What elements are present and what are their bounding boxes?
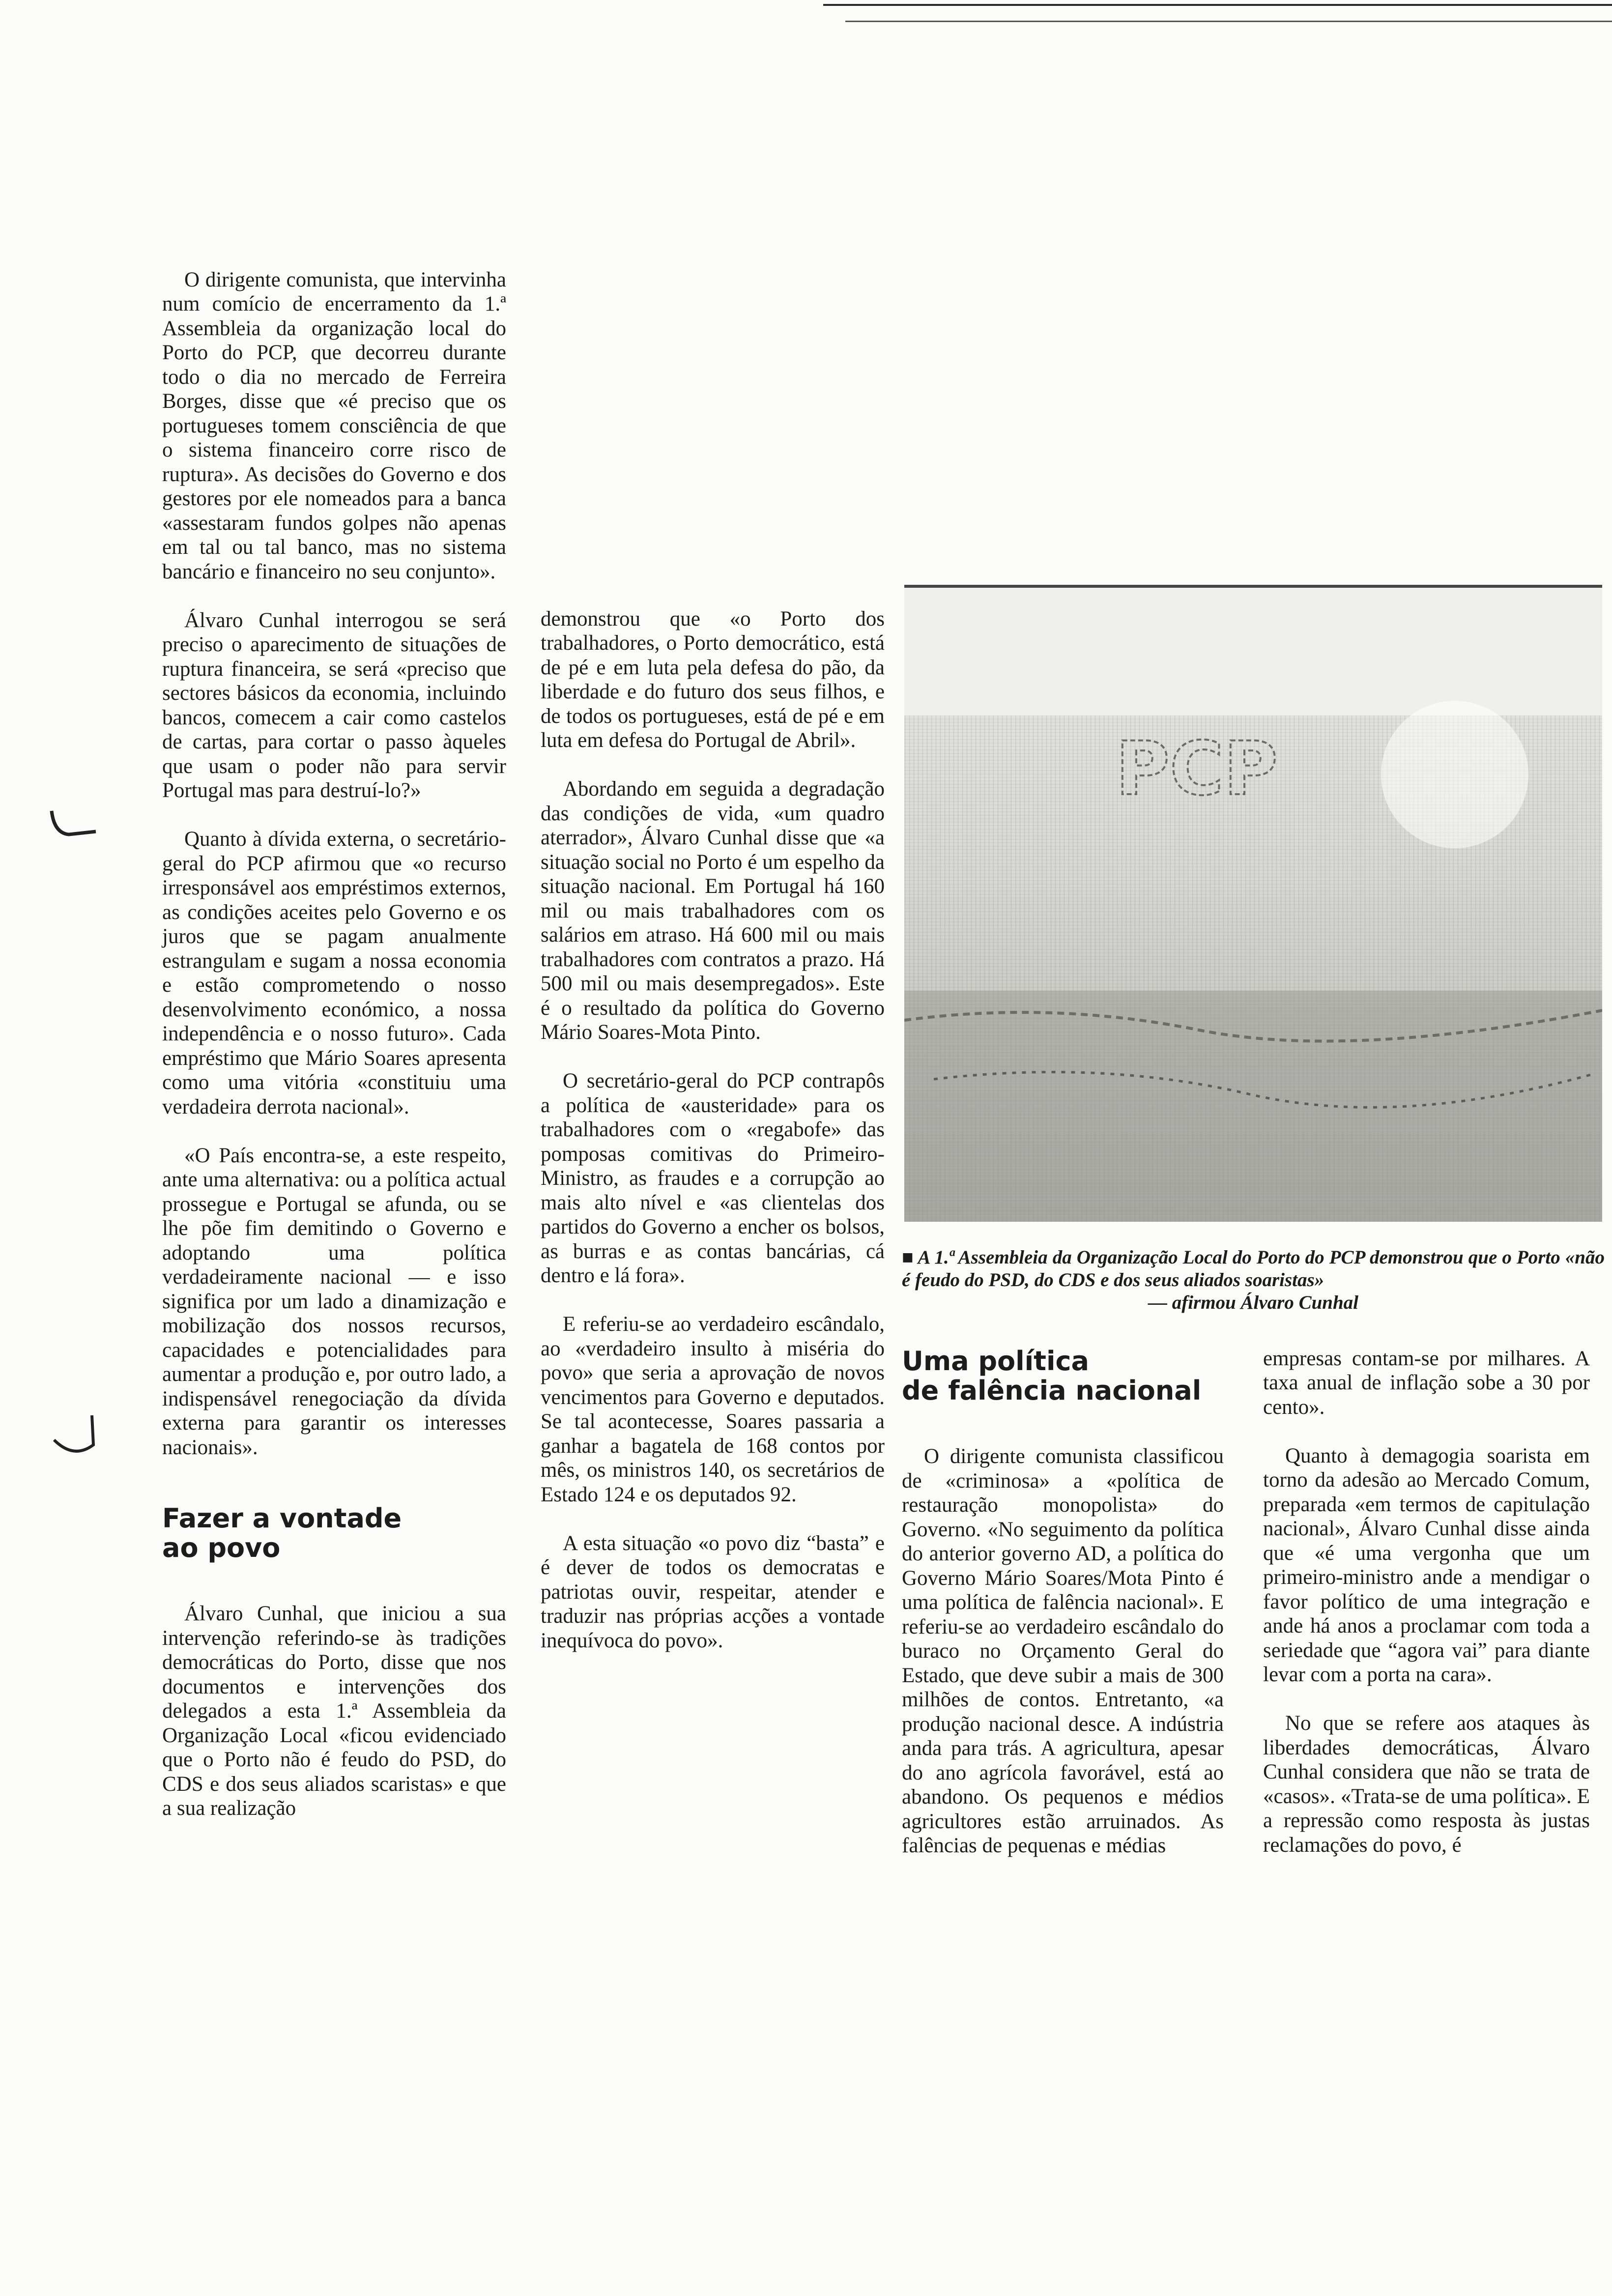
news-photo: [904, 585, 1602, 1222]
paragraph: O dirigente comunista, que intervinha num comício de encerramento da 1.ª Assembleia da organização local do Porto do PCP, que decorreu durante todo o dia no mercado de Ferreira Borges, disse que «é preciso que os portugueses tomem consciência de que o sistema financeiro corre risco de ruptura». As decisões do Governo e dos gestores por ele nomeados para a banca «assestaram fundos golpes não apenas em tal ou tal banco, mas no sistema bancário e financeiro no seu conjunto».: [162, 268, 506, 583]
paragraph: Álvaro Cunhal, que iniciou a sua intervenção referindo-se às tradições democráticas do Porto, disse que nos documentos e intervenções dos delegados a esta 1.ª Assembleia da Organização Local «ficou evidenciado que o Porto não é feudo do PSD, do CDS e dos seus aliados scaristas» e que a sua realização: [162, 1602, 506, 1820]
paragraph: No que se refere aos ataques às liberdades democráticas, Álvaro Cunhal considera que não se trata de «casos». «Trata-se de uma política». E a repressão como resposta às justas reclamações do povo, é: [1263, 1712, 1590, 1857]
photo-caption: [902, 1224, 1605, 1337]
section-heading-uma-politica: Uma política de falência nacional: [902, 1345, 1202, 1406]
paragraph: «O País encontra-se, a este respeito, ante uma alternativa: ou a política actual prossegue e Portugal se afunda, ou se lhe põe fim demitindo o Governo e adoptando uma política verdadeiramente nacional — e isso significa por um lado a dinamização e mobilização dos nossos recursos, capacidades e potencialidades para aumentar a produção e, por outro lado, a indispensável renegociação da dívida externa para garantir os interesses nacionais».: [162, 1144, 506, 1459]
photo-scene: [904, 588, 1602, 1222]
paragraph: Quanto à dívida externa, o secretário-geral do PCP afirmou que «o recurso irresponsável aos empréstimos externos, as condições aceites pelo Governo e os juros que se pagam anualmente estrangulam e sugam a nossa economia e estão comprometendo o nosso desenvolvimento económico, a nossa independência e o nosso futuro». Cada empréstimo que Mário Soares apresenta como uma vitória «constituiu uma verdadeira derrota nacional».: [162, 828, 506, 1119]
paragraph: O secretário-geral do PCP contrapôs a política de «austeridade» para os trabalhadores com o «regabofe» das pomposas comitivas do Primeiro-Ministro, as fraudes e a corrupção ao mais alto nível e «as clientelas dos partidos do Governo a encher os bolsos, as burras e as contas bancárias, cá dentro e lá fora».: [541, 1069, 885, 1287]
article-column-4: [1263, 1322, 1590, 1882]
photo-crowd-area: [904, 991, 1602, 1222]
top-rule: [823, 4, 1612, 6]
paragraph: E referiu-se ao verdadeiro escândalo, ao «verdadeiro insulto à miséria do povo» que seria a aprovação de novos vencimentos para Governo e deputados. Se tal acontecesse, Soares passaria a ganhar a bagatela de 168 contos por mês, os ministros 140, os secretários de Estado 124 e os deputados 92.: [541, 1313, 885, 1506]
caption-attribution: — afirmou Álvaro Cunhal: [1148, 1292, 1359, 1313]
paragraph: Quanto à demagogia soarista em torno da adesão ao Mercado Comum, preparada «em termos de capitulação nacional», Álvaro Cunhal disse ainda que «é uma vergonha que um primeiro-ministro ande a mendigar o favor político de uma integração e ande há anos a proclamar com toda a seriedade que “agora vai” para diante levar com a porta na cara».: [1263, 1444, 1590, 1686]
paragraph: Abordando em seguida a degradação das condições de vida, «um quadro aterrador», Álvaro Cunhal disse que «a situação social no Porto é um espelho da situação nacional. Em Portugal há 160 mil ou mais trabalhadores com os salários em atraso. Há 600 mil ou mais trabalhadores com contratos a prazo. Há 500 mil ou mais desempregados». Este é o resultado da política do Governo Mário Soares-Mota Pinto.: [541, 777, 885, 1044]
paragraph: Álvaro Cunhal interrogou se será preciso o aparecimento de situações de ruptura financeira, se será «preciso que sectores básicos da economia, incluindo bancos, comecem a cair como castelos de cartas, para cortar o passo àqueles que usam o poder não para servir Portugal mas para destruí-lo?»: [162, 608, 506, 802]
section-heading-fazer-a-vontade: Fazer a vontade ao povo: [162, 1502, 402, 1563]
paragraph: O dirigente comunista classificou de «criminosa» a «política de restauração monopolista» do Governo. «No seguimento da política do anterior governo AD, a política do Governo Mário Soares/Mota Pinto é uma política de falência nacional». E referiu-se ao verdadeiro escândalo do buraco no Orçamento Geral do Estado, que deve subir a mais de 300 milhões de contos. Entretanto, «a produção nacional desce. A indústria anda para trás. A agricultura, apesar do ano agrícola favorável, está ao abandono. Os pequenos e médios agricultores estão arruinados. As falências de pequenas e médias: [902, 1445, 1224, 1857]
caption-text: ■ A 1.ª Assembleia da Organização Local do Porto do PCP demonstrou que o Porto «não é feudo do PSD, do CDS e dos seus aliados soaristas»: [902, 1247, 1605, 1291]
article-column-3: [902, 1322, 1224, 1882]
photo-banner-area: [904, 588, 1602, 716]
top-rule-secondary: [845, 21, 1612, 22]
paragraph: empresas contam-se por milhares. A taxa anual de inflação sobe a 30 por cento».: [1263, 1347, 1590, 1419]
scan-mark-icon: [47, 1406, 101, 1464]
paragraph: demonstrou que «o Porto dos trabalhadores, o Porto democrático, está de pé e em luta pela defesa do pão, da liberdade e do futuro dos seus filhos, e de todos os portugueses, está de pé e em luta em defesa do Portugal de Abril».: [541, 607, 885, 752]
article-column-1: [162, 243, 506, 1845]
paragraph: A esta situação «o povo diz “basta” e é dever de todos os democratas e patriotas ouvir, respeitar, atender e traduzir nas próprias acções a vontade inequívoca do povo».: [541, 1531, 885, 1652]
photo-light-spot: [1381, 701, 1528, 848]
article-column-2: [541, 582, 885, 1677]
photo-sign-pcp: PCP: [1116, 726, 1278, 812]
scan-mark-icon: [47, 806, 101, 840]
